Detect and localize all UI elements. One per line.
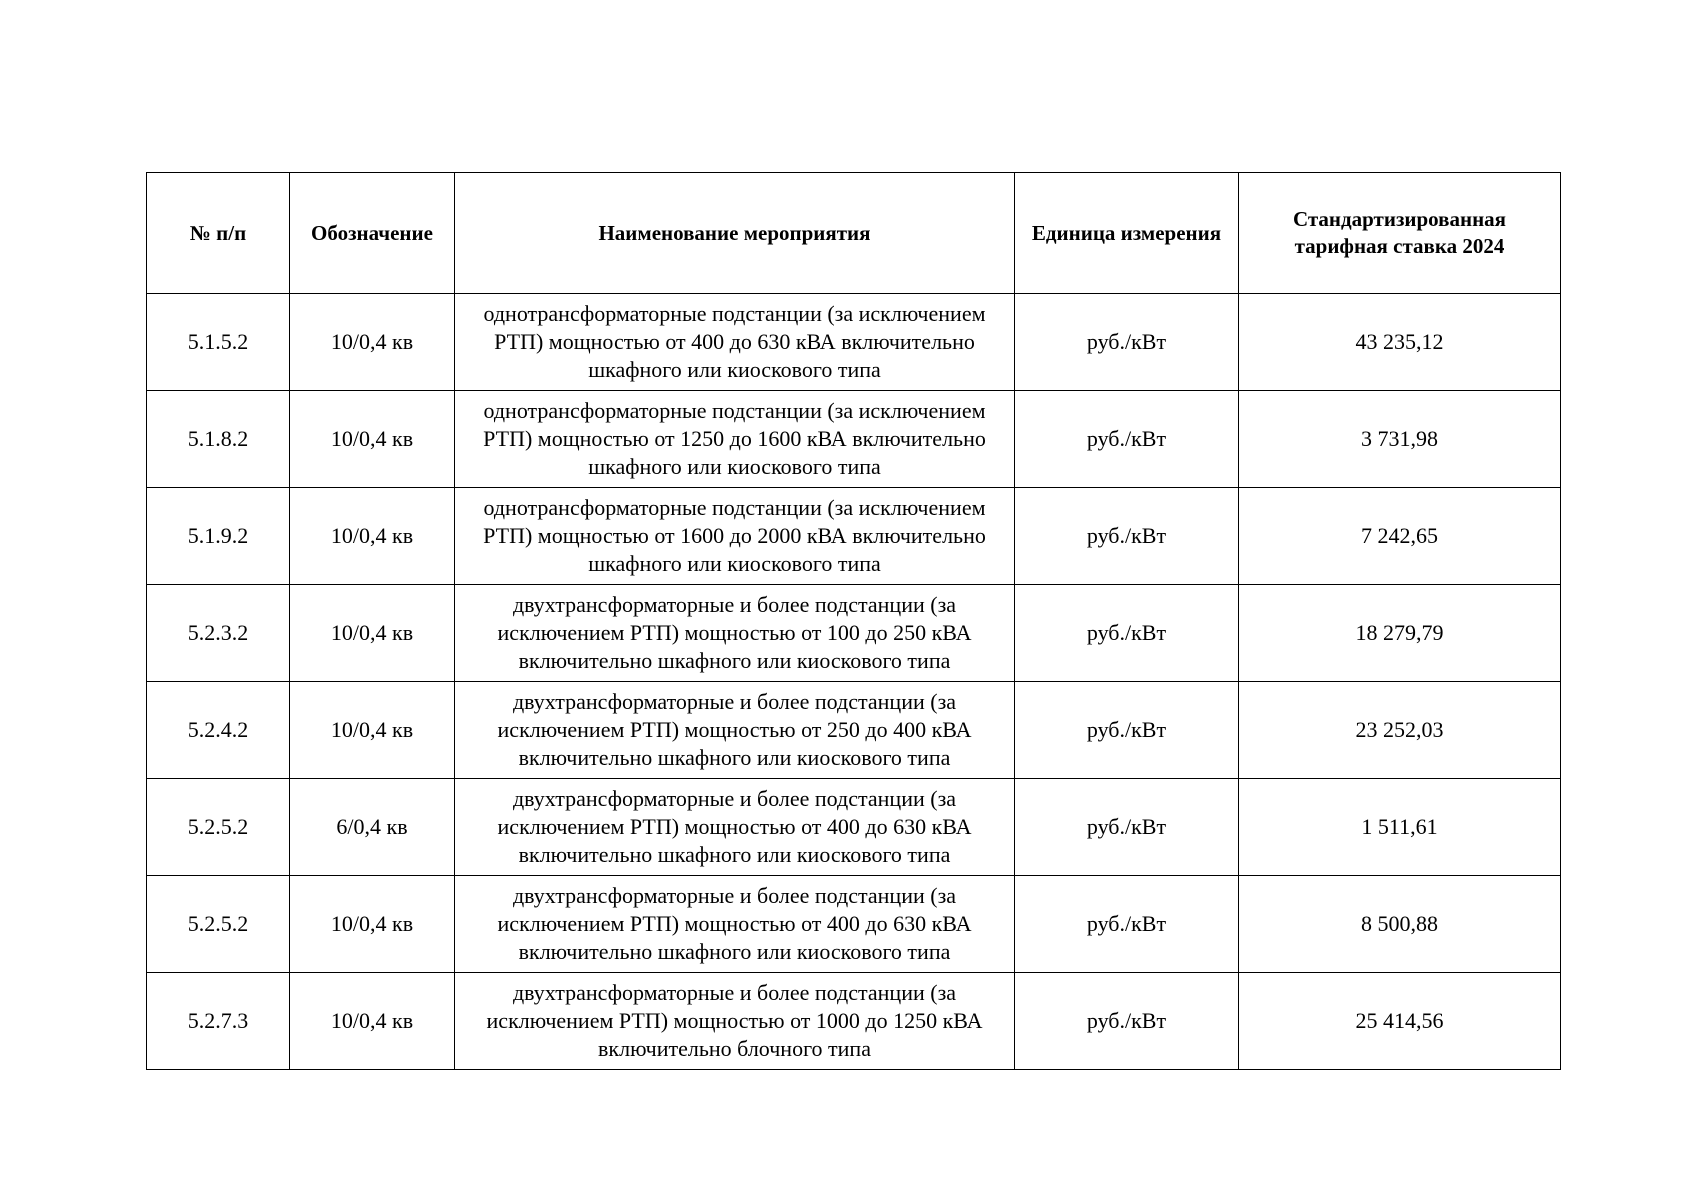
header-number: № п/п — [147, 173, 290, 294]
row-designation: 10/0,4 кв — [290, 488, 455, 585]
row-activity-name: однотрансформаторные подстанции (за исключением РТП) мощностью от 1600 до 2000 кВА включительно шкафного или киоскового типа — [455, 488, 1015, 585]
row-unit: руб./кВт — [1015, 682, 1239, 779]
row-tariff-rate: 25 414,56 — [1239, 973, 1561, 1070]
row-number: 5.2.5.2 — [147, 876, 290, 973]
row-activity-name: двухтрансформаторные и более подстанции (за исключением РТП) мощностью от 400 до 630 кВА включительно шкафного или киоскового типа — [455, 779, 1015, 876]
header-designation: Обозначение — [290, 173, 455, 294]
row-unit: руб./кВт — [1015, 876, 1239, 973]
row-tariff-rate: 18 279,79 — [1239, 585, 1561, 682]
row-number: 5.2.5.2 — [147, 779, 290, 876]
row-unit: руб./кВт — [1015, 294, 1239, 391]
row-unit: руб./кВт — [1015, 391, 1239, 488]
table-row — [147, 488, 1561, 585]
row-activity-name: двухтрансформаторные и более подстанции (за исключением РТП) мощностью от 400 до 630 кВА включительно шкафного или киоскового типа — [455, 876, 1015, 973]
row-unit: руб./кВт — [1015, 973, 1239, 1070]
table-row — [147, 973, 1561, 1070]
header-activity-name: Наименование мероприятия — [455, 173, 1015, 294]
row-activity-name: однотрансформаторные подстанции (за исключением РТП) мощностью от 1250 до 1600 кВА включительно шкафного или киоскового типа — [455, 391, 1015, 488]
table-row — [147, 294, 1561, 391]
row-tariff-rate: 43 235,12 — [1239, 294, 1561, 391]
header-unit: Единица измерения — [1015, 173, 1239, 294]
row-number: 5.2.3.2 — [147, 585, 290, 682]
row-tariff-rate: 8 500,88 — [1239, 876, 1561, 973]
row-tariff-rate: 23 252,03 — [1239, 682, 1561, 779]
table-row — [147, 682, 1561, 779]
row-designation: 6/0,4 кв — [290, 779, 455, 876]
row-number: 5.2.7.3 — [147, 973, 290, 1070]
row-designation: 10/0,4 кв — [290, 585, 455, 682]
table-body — [147, 294, 1561, 1070]
row-tariff-rate: 3 731,98 — [1239, 391, 1561, 488]
table-row — [147, 779, 1561, 876]
row-designation: 10/0,4 кв — [290, 682, 455, 779]
header-tariff-rate: Стандартизированная тарифная ставка 2024 — [1239, 173, 1561, 294]
row-activity-name: двухтрансформаторные и более подстанции (за исключением РТП) мощностью от 1000 до 1250 кВА включительно блочного типа — [455, 973, 1015, 1070]
table-row — [147, 391, 1561, 488]
row-activity-name: двухтрансформаторные и более подстанции (за исключением РТП) мощностью от 250 до 400 кВА включительно шкафного или киоскового типа — [455, 682, 1015, 779]
row-tariff-rate: 1 511,61 — [1239, 779, 1561, 876]
row-number: 5.1.5.2 — [147, 294, 290, 391]
row-number: 5.2.4.2 — [147, 682, 290, 779]
row-unit: руб./кВт — [1015, 488, 1239, 585]
row-designation: 10/0,4 кв — [290, 391, 455, 488]
tariff-rates-table — [146, 172, 1561, 1070]
table-header — [147, 173, 1561, 294]
header-row — [147, 173, 1561, 294]
row-activity-name: двухтрансформаторные и более подстанции (за исключением РТП) мощностью от 100 до 250 кВА включительно шкафного или киоскового типа — [455, 585, 1015, 682]
row-unit: руб./кВт — [1015, 585, 1239, 682]
table-row — [147, 585, 1561, 682]
table-row — [147, 876, 1561, 973]
row-number: 5.1.9.2 — [147, 488, 290, 585]
row-tariff-rate: 7 242,65 — [1239, 488, 1561, 585]
row-unit: руб./кВт — [1015, 779, 1239, 876]
row-activity-name: однотрансформаторные подстанции (за исключением РТП) мощностью от 400 до 630 кВА включительно шкафного или киоскового типа — [455, 294, 1015, 391]
row-number: 5.1.8.2 — [147, 391, 290, 488]
row-designation: 10/0,4 кв — [290, 973, 455, 1070]
row-designation: 10/0,4 кв — [290, 876, 455, 973]
row-designation: 10/0,4 кв — [290, 294, 455, 391]
